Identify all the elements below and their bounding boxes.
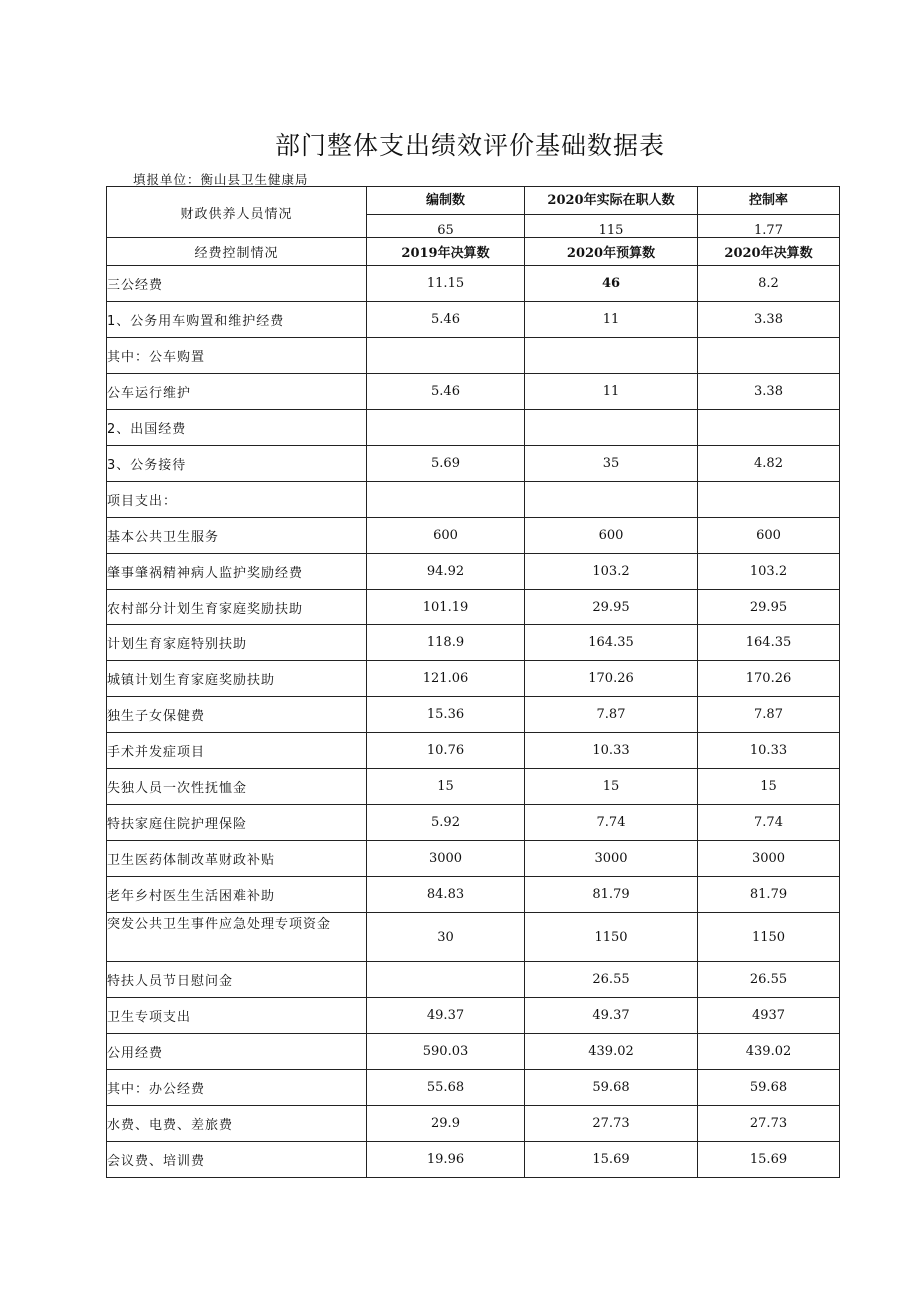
table-row <box>107 1070 840 1106</box>
value-2020-budget: 29.95 <box>525 590 698 625</box>
value-2020-final: 59.68 <box>698 1070 840 1106</box>
row-label: 特扶家庭住院护理保险 <box>107 805 367 841</box>
value-2020-final: 81.79 <box>698 877 840 913</box>
table-row <box>107 1034 840 1070</box>
value-control-rate: 1.77 <box>754 223 783 238</box>
value-2020-budget: 81.79 <box>525 877 698 913</box>
value-2019-final: 3000 <box>367 841 525 877</box>
value-2020-budget <box>525 482 698 518</box>
value-2020-final: 164.35 <box>698 625 840 661</box>
table-row <box>107 302 840 338</box>
row-label: 基本公共卫生服务 <box>107 518 367 554</box>
staffing-budgeted-cell <box>367 187 525 238</box>
row-label: 其中：办公经费 <box>107 1070 367 1106</box>
value-2019-final: 118.9 <box>367 625 525 661</box>
row-label: 突发公共卫生事件应急处理专项资金 <box>107 913 367 962</box>
table-row <box>107 661 840 697</box>
table-row <box>107 518 840 554</box>
header-2019-final: 2019年决算数 <box>367 238 525 266</box>
table-row <box>107 482 840 518</box>
row-label: 独生子女保健费 <box>107 697 367 733</box>
value-2019-final: 101.19 <box>367 590 525 625</box>
table-row <box>107 913 840 962</box>
row-label: 计划生育家庭特别扶助 <box>107 625 367 661</box>
value-2019-final: 600 <box>367 518 525 554</box>
value-2019-final <box>367 482 525 518</box>
value-2020-final: 3.38 <box>698 374 840 410</box>
value-2019-final: 5.46 <box>367 374 525 410</box>
value-budgeted: 65 <box>437 223 454 238</box>
value-actual-staff: 115 <box>598 223 624 238</box>
table-row <box>107 410 840 446</box>
table-row <box>107 962 840 998</box>
value-2019-final: 55.68 <box>367 1070 525 1106</box>
header-actual-staff: 2020年实际在职人数 <box>547 193 675 208</box>
row-label: 手术并发症项目 <box>107 733 367 769</box>
value-2020-final: 600 <box>698 518 840 554</box>
value-2019-final: 29.9 <box>367 1106 525 1142</box>
value-2020-budget: 103.2 <box>525 554 698 590</box>
value-2019-final: 5.92 <box>367 805 525 841</box>
value-2019-final: 590.03 <box>367 1034 525 1070</box>
row-label: 公用经费 <box>107 1034 367 1070</box>
value-2020-budget: 26.55 <box>525 962 698 998</box>
value-2020-final: 439.02 <box>698 1034 840 1070</box>
row-label: 2、出国经费 <box>107 410 367 446</box>
header-budgeted: 编制数 <box>425 193 465 208</box>
staffing-rate-cell <box>698 187 840 238</box>
value-2019-final <box>367 338 525 374</box>
row-label: 卫生医药体制改革财政补贴 <box>107 841 367 877</box>
row-label: 其中：公车购置 <box>107 338 367 374</box>
value-2019-final: 30 <box>367 913 525 962</box>
value-2019-final: 5.46 <box>367 302 525 338</box>
table-row <box>107 1106 840 1142</box>
value-2019-final: 15.36 <box>367 697 525 733</box>
table-row <box>107 625 840 661</box>
data-table <box>106 186 840 1178</box>
value-2020-budget: 11 <box>525 302 698 338</box>
value-2020-final: 7.74 <box>698 805 840 841</box>
value-2020-final: 103.2 <box>698 554 840 590</box>
table-row <box>107 590 840 625</box>
page-title: 部门整体支出绩效评价基础数据表 <box>274 131 665 160</box>
value-2020-final: 1150 <box>698 913 840 962</box>
table-row <box>107 266 840 302</box>
table-row <box>107 733 840 769</box>
header-control-rate: 控制率 <box>748 193 788 208</box>
table-row <box>107 877 840 913</box>
table-row <box>107 769 840 805</box>
value-2020-budget <box>525 410 698 446</box>
value-2020-final: 3.38 <box>698 302 840 338</box>
value-2019-final: 15 <box>367 769 525 805</box>
reporting-unit: 填报单位：衡山县卫生健康局 <box>133 172 309 187</box>
value-2020-final: 8.2 <box>698 266 840 302</box>
row-label: 水费、电费、差旅费 <box>107 1106 367 1142</box>
header-2020-budget: 2020年预算数 <box>525 238 698 266</box>
expense-header-row <box>107 238 840 266</box>
value-2020-final: 27.73 <box>698 1106 840 1142</box>
value-2019-final: 84.83 <box>367 877 525 913</box>
table-row <box>107 1142 840 1178</box>
row-label: 卫生专项支出 <box>107 998 367 1034</box>
value-2020-budget: 7.87 <box>525 697 698 733</box>
table-row <box>107 338 840 374</box>
table-row <box>107 841 840 877</box>
value-2020-final <box>698 482 840 518</box>
value-2020-final: 7.87 <box>698 697 840 733</box>
value-2019-final <box>367 410 525 446</box>
staffing-label: 财政供养人员情况 <box>107 187 367 238</box>
value-2020-final: 29.95 <box>698 590 840 625</box>
value-2020-final: 15 <box>698 769 840 805</box>
row-label: 肇事肇祸精神病人监护奖励经费 <box>107 554 367 590</box>
value-2020-budget: 59.68 <box>525 1070 698 1106</box>
row-label: 老年乡村医生生活困难补助 <box>107 877 367 913</box>
header-2020-final: 2020年决算数 <box>698 238 840 266</box>
value-2020-budget: 35 <box>525 446 698 482</box>
table-row <box>107 554 840 590</box>
row-label: 公车运行维护 <box>107 374 367 410</box>
expense-header-label: 经费控制情况 <box>107 238 367 266</box>
table-row <box>107 998 840 1034</box>
value-2020-budget: 15 <box>525 769 698 805</box>
table-row <box>107 697 840 733</box>
row-label: 特扶人员节日慰问金 <box>107 962 367 998</box>
value-2020-budget: 15.69 <box>525 1142 698 1178</box>
value-2019-final: 5.69 <box>367 446 525 482</box>
value-2020-final: 3000 <box>698 841 840 877</box>
value-2019-final: 11.15 <box>367 266 525 302</box>
row-label: 城镇计划生育家庭奖励扶助 <box>107 661 367 697</box>
value-2020-budget: 164.35 <box>525 625 698 661</box>
value-2019-final: 10.76 <box>367 733 525 769</box>
value-2020-budget: 11 <box>525 374 698 410</box>
value-2020-budget: 27.73 <box>525 1106 698 1142</box>
value-2020-final <box>698 410 840 446</box>
table-row <box>107 446 840 482</box>
value-2019-final: 19.96 <box>367 1142 525 1178</box>
value-2020-budget <box>525 338 698 374</box>
value-2020-budget: 3000 <box>525 841 698 877</box>
row-label: 1、公务用车购置和维护经费 <box>107 302 367 338</box>
value-2020-budget: 46 <box>525 266 698 302</box>
value-2020-final: 4.82 <box>698 446 840 482</box>
value-2020-final: 170.26 <box>698 661 840 697</box>
value-2020-final: 26.55 <box>698 962 840 998</box>
row-label: 会议费、培训费 <box>107 1142 367 1178</box>
staffing-row <box>107 187 840 238</box>
value-2020-budget: 10.33 <box>525 733 698 769</box>
value-2020-final: 15.69 <box>698 1142 840 1178</box>
value-2019-final <box>367 962 525 998</box>
row-label: 三公经费 <box>107 266 367 302</box>
value-2020-budget: 7.74 <box>525 805 698 841</box>
value-2020-final: 4937 <box>698 998 840 1034</box>
row-label: 项目支出： <box>107 482 367 518</box>
value-2019-final: 94.92 <box>367 554 525 590</box>
value-2020-budget: 170.26 <box>525 661 698 697</box>
row-label: 农村部分计划生育家庭奖励扶助 <box>107 590 367 625</box>
value-2020-final <box>698 338 840 374</box>
table-row <box>107 374 840 410</box>
value-2020-budget: 1150 <box>525 913 698 962</box>
table-row <box>107 805 840 841</box>
value-2020-budget: 49.37 <box>525 998 698 1034</box>
row-label: 3、公务接待 <box>107 446 367 482</box>
row-label: 失独人员一次性抚恤金 <box>107 769 367 805</box>
value-2019-final: 121.06 <box>367 661 525 697</box>
value-2020-final: 10.33 <box>698 733 840 769</box>
value-2019-final: 49.37 <box>367 998 525 1034</box>
value-2020-budget: 439.02 <box>525 1034 698 1070</box>
staffing-actual-cell <box>525 187 698 238</box>
value-2020-budget: 600 <box>525 518 698 554</box>
